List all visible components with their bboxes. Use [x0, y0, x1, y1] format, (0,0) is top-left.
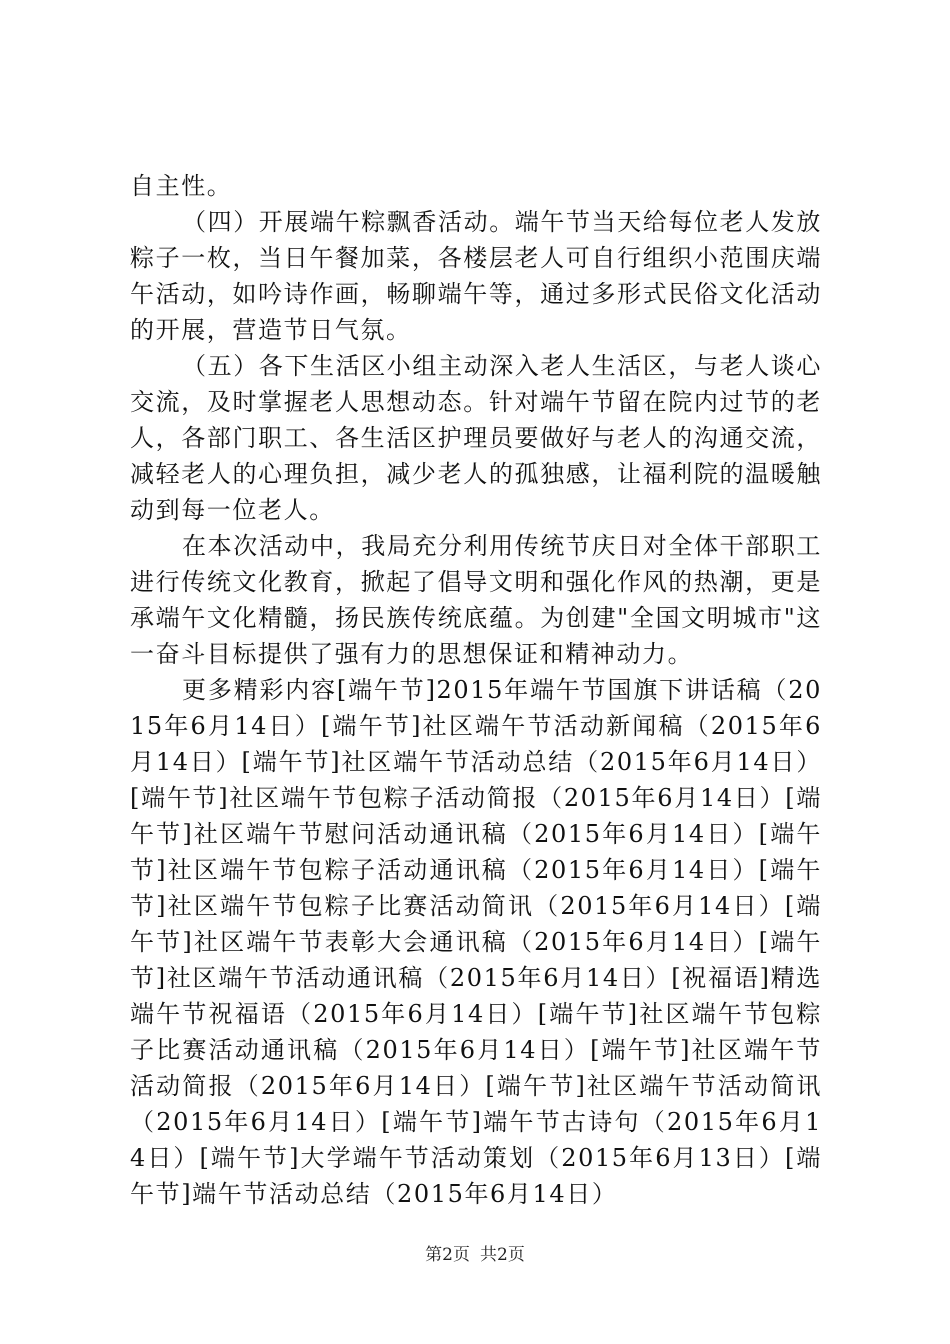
paragraph-item-five: （五）各下生活区小组主动深入老人生活区，与老人谈心交流，及时掌握老人思想动态。针对端午节留在院内过节的老人，各部门职工、各生活区护理员要做好与老人的沟通交流，减轻老人的心理负担，减少老人的孤独感，让福利院的温暖触动到每一位老人。: [130, 352, 822, 524]
paragraph-item-four: （四）开展端午粽飘香活动。端午节当天给每位老人发放粽子一枚，当日午餐加菜，各楼层老人可自行组织小范围庆端午活动，如吟诗作画，畅聊端午等，通过多形式民俗文化活动的开展，营造节日气氛。: [130, 208, 822, 344]
paragraph-continuation: 自主性。: [130, 172, 233, 200]
document-body: [130, 168, 822, 1212]
page-number: 第2页: [425, 1245, 470, 1265]
page-footer: [0, 1244, 950, 1266]
paragraph-summary: 在本次活动中，我局充分利用传统节庆日对全体干部职工进行传统文化教育，掀起了倡导文明和强化作风的热潮，更是承端午文化精髓，扬民族传统底蕴。为创建"全国文明城市"这一奋斗目标提供了强有力的思想保证和精神动力。: [130, 532, 822, 668]
page-total: 共2页: [480, 1245, 525, 1265]
paragraph-more-content: 更多精彩内容[端午节]2015年端午节国旗下讲话稿（2015年6月14日）[端午节]社区端午节活动新闻稿（2015年6月14日）[端午节]社区端午节活动总结（2015年6月14日）[端午节]社区端午节包粽子活动简报（2015年6月14日）[端午节]社区端午节慰问活动通讯稿（2015年6月14日）[端午节]社区端午节包粽子活动通讯稿（2015年6月14日）[端午节]社区端午节包粽子比赛活动简讯（2015年6月14日）[端午节]社区端午节表彰大会通讯稿（2015年6月14日）[端午节]社区端午节活动通讯稿（2015年6月14日）[祝福语]精选端午节祝福语（2015年6月14日）[端午节]社区端午节包粽子比赛活动通讯稿（2015年6月14日）[端午节]社区端午节活动简报（2015年6月14日）[端午节]社区端午节活动简讯（2015年6月14日）[端午节]端午节古诗句（2015年6月14日）[端午节]大学端午节活动策划（2015年6月13日）[端午节]端午节活动总结（2015年6月14日）: [130, 676, 822, 1208]
